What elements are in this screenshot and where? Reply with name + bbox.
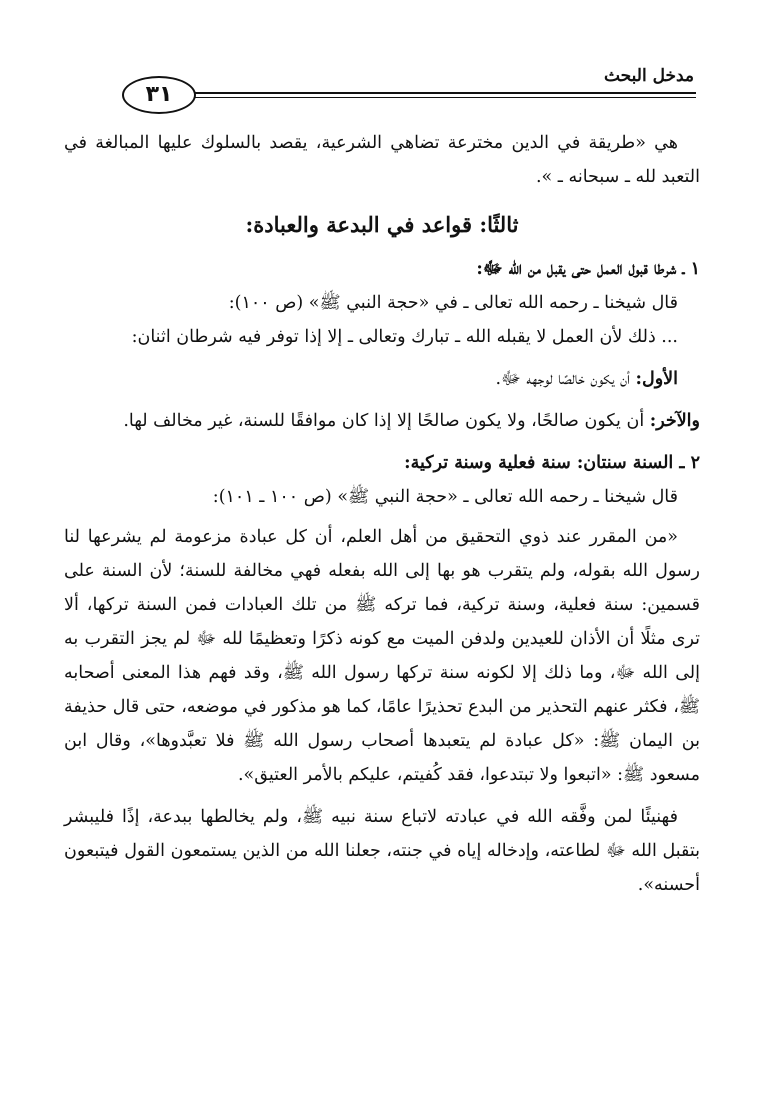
condition-first-label: الأول: bbox=[635, 369, 678, 389]
condition-second-text: أن يكون صالحًا، ولا يكون صالحًا إلا إذا كان موافقًا للسنة، غير مخالف لها. bbox=[123, 411, 645, 431]
item2-title: ٢ ـ السنة سنتان: سنة فعلية وسنة تركية: bbox=[404, 453, 700, 473]
condition-second bbox=[64, 404, 700, 438]
section-title: ثالثًا: قواعد في البدعة والعبادة: bbox=[245, 212, 519, 237]
item1-citation: قال شيخنا ـ رحمه الله تعالى ـ في «حجة النبي ﷺ» (ص ١٠٠): bbox=[228, 293, 678, 313]
header-rule-thin bbox=[172, 97, 696, 98]
item2-citation: قال شيخنا ـ رحمه الله تعالى ـ «حجة النبي ﷺ» (ص ١٠٠ ـ ١٠١): bbox=[212, 487, 678, 507]
running-title: مدخل البحث bbox=[603, 66, 694, 86]
item1-title: ١ ـ شرطا قبول العمل حتى يقبل من الله ﷻ: bbox=[476, 259, 700, 279]
condition-first-text: أن يكون خالصًا لوجهه ﷻ. bbox=[495, 369, 630, 389]
page-content bbox=[64, 126, 700, 902]
closing-paragraph: فهنيئًا لمن وفَّقه الله في عبادته لاتباع سنة نبيه ﷺ، ولم يخالطها ببدعة، إذًا فليبشر بتقبل الله ﷻ لطاعته، وإدخاله إياه في جنته، جعلنا الله من الذين يستمعون القول فيتبعون أحسنه». bbox=[64, 807, 700, 895]
intro-paragraph: هي «طريقة في الدين مخترعة تضاهي الشرعية، يقصد بالسلوك عليها المبالغة في التعبد لله ـ سبحانه ـ ». bbox=[64, 133, 700, 187]
item1-text: ... ذلك لأن العمل لا يقبله الله ـ تبارك وتعالى ـ إلا إذا توفر فيه شرطان اثنان: bbox=[131, 327, 678, 347]
condition-second-label: والآخر: bbox=[649, 411, 700, 431]
page-number: ٣١ bbox=[122, 76, 196, 114]
header-rule-thick bbox=[172, 92, 696, 94]
item2-quote: «من المقرر عند ذوي التحقيق من أهل العلم، أن كل عبادة مزعومة لم يشرعها لنا رسول الله بقوله، ولم يتقرب هو بها إلى الله بفعله فهي مخالفة للسنة؛ لأن السنة على قسمين: سنة فعلية، وسنة تركية، فما تركه ﷺ من تلك العبادات فمن السنة تركها، ألا ترى مثلًا أن الأذان للعيدين ولدفن الميت مع كونه ذكرًا وتعظيمًا لله ﷻ لم يجز التقرب به إلى الله ﷻ، وما ذلك إلا لكونه سنة تركها رسول الله ﷺ، وقد فهم هذا المعنى أصحابه ﷺ، فكثر عنهم التحذير من البدع تحذيرًا عامًا، كما هو مذكور في موضعه، حتى قال حذيفة بن اليمان ﷺ: «كل عبادة لم يتعبدها أصحاب رسول الله ﷺ فلا تعبَّدوها»، وقال ابن مسعود ﷺ: «اتبعوا ولا تبتدعوا، فقد كُفيتم، عليكم بالأمر العتيق». bbox=[64, 527, 700, 785]
condition-first bbox=[64, 362, 700, 396]
page-header bbox=[96, 58, 696, 108]
